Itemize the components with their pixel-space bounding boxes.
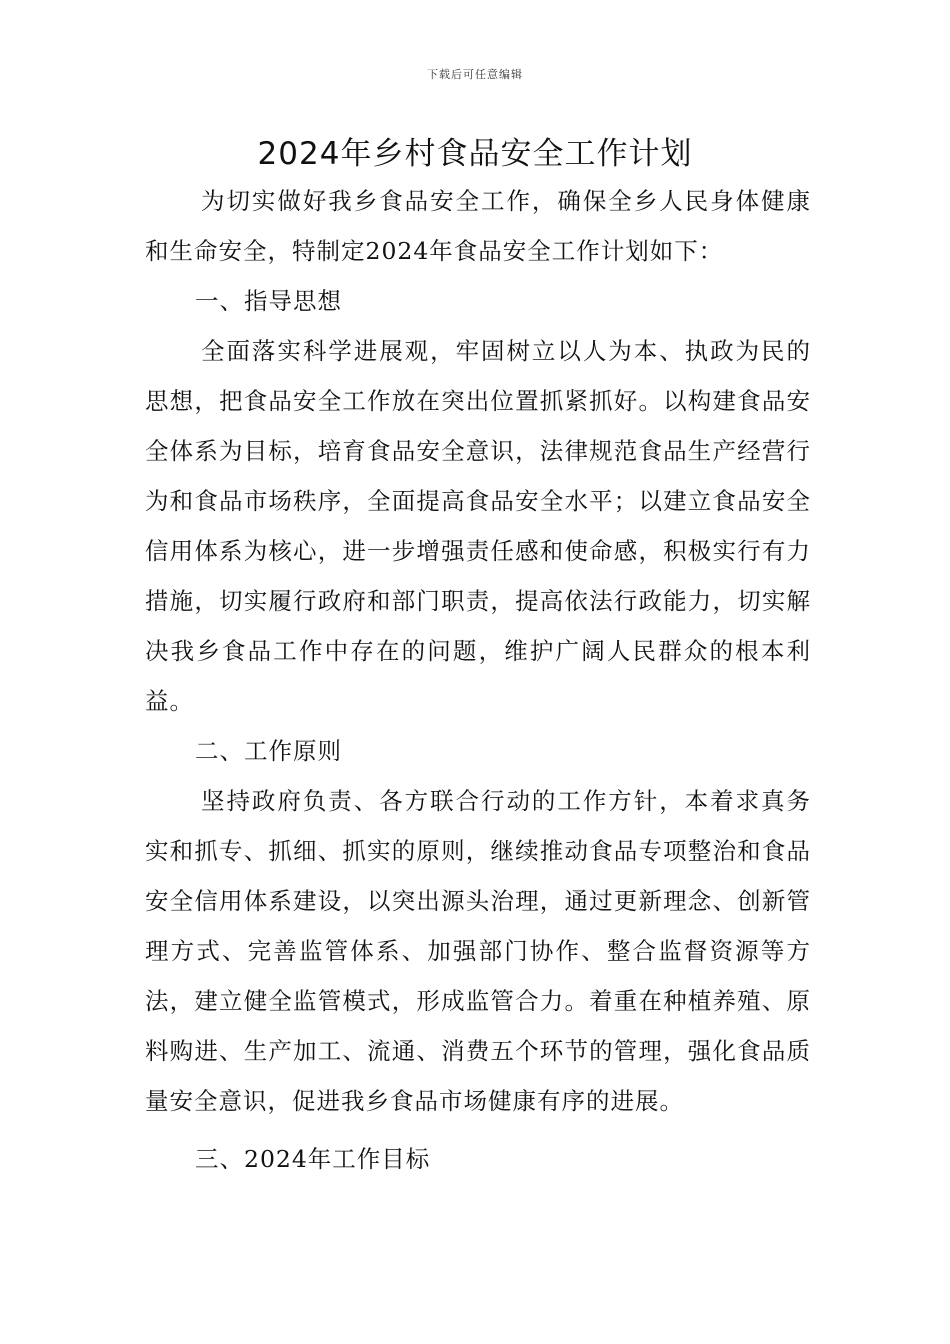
section-spacer <box>145 1126 811 1134</box>
section-body-work-principles: 坚持政府负责、各方联合行动的工作方针，本着求真务实和抓专、抓细、抓实的原则，继续推动食品专项整治和食品安全信用体系建设，以突出源头治理，通过更新理念、创新管理方式、完善监管体系、加强部门协作、整合监督资源等方法，建立健全监管模式，形成监管合力。着重在种植养殖、原料购进、生产加工、流通、消费五个环节的管理，强化食品质量安全意识，促进我乡食品市场健康有序的进展。 <box>145 787 811 1115</box>
section-heading-work-principles: 二、工作原则 <box>195 737 342 765</box>
document-body <box>145 176 811 1184</box>
section-body-guiding-ideology: 全面落实科学进展观，牢固树立以人为本、执政为民的思想，把食品安全工作放在突出位置抓紧抓好。以构建食品安全体系为目标，培育食品安全意识，法律规范食品生产经营行为和食品市场秩序，全面提高食品安全水平；以建立食品安全信用体系为核心，进一步增强责任感和使命感，积极实行有力措施，切实履行政府和部门职责，提高依法行政能力，切实解决我乡食品工作中存在的问题，维护广阔人民群众的根本利益。 <box>145 337 811 715</box>
header-note: 下载后可任意编辑 <box>427 68 523 81</box>
section-heading-work-goals: 三、2024年工作目标 <box>195 1145 431 1173</box>
document-title: 2024年乡村食品安全工作计划 <box>257 136 693 172</box>
intro-paragraph: 为切实做好我乡食品安全工作，确保全乡人民身体健康和生命安全，特制定2024年食品安全工作计划如下： <box>145 187 811 265</box>
section-heading-guiding-ideology: 一、指导思想 <box>195 287 342 315</box>
